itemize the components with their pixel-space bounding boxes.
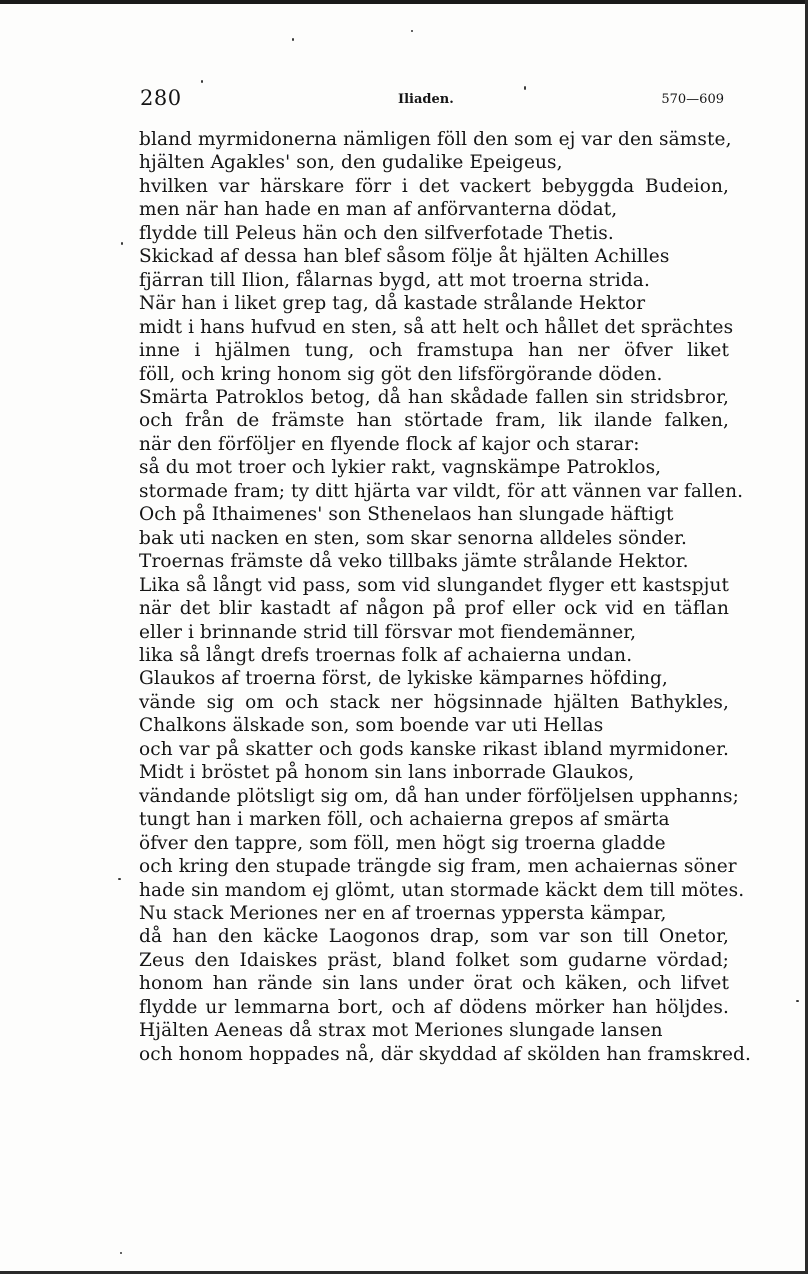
verse-line: Zeus den Idaiskes präst, bland folket som gudarne vördad;: [139, 949, 729, 971]
verse-line: stormade fram; ty ditt hjärta var vildt, för att vännen var fallen.: [139, 480, 744, 502]
verse-line: vändande plötsligt sig om, då han under förföljelsen upphanns;: [139, 785, 739, 807]
verse-line: midt i hans hufvud en sten, så att helt och hållet det sprächtes: [139, 316, 734, 338]
verse-line: hvilken var härskare förr i det vackert bebyggda Budeion,: [139, 175, 729, 197]
verse-line: öfver den tappre, som föll, men högt sig troerna gladde: [139, 832, 666, 854]
verse-line: Chalkons älskade son, som boende var uti Hellas: [139, 715, 604, 737]
verse-line: Midt i bröstet på honom sin lans inborrade Glaukos,: [139, 762, 635, 784]
verse-line: föll, och kring honom sig göt den lifsförgörande döden.: [139, 363, 663, 385]
verse-line: då han den käcke Laogonos drap, som var son till Onetor,: [139, 926, 729, 948]
verse-line: Glaukos af troerna först, de lykiske kämparnes höfding,: [139, 668, 668, 690]
verse-line: honom han rände sin lans under örat och käken, och lifvet: [139, 973, 729, 995]
verse-line: och kring den stupade trängde sig fram, men achaiernas söner: [139, 856, 737, 878]
verse-line: Skickad af dessa han blef såsom följe åt hjälten Achilles: [139, 246, 670, 268]
verse-line: och honom hoppades nå, där skyddad af skölden han framskred.: [139, 1043, 751, 1065]
verse-line: Nu stack Meriones ner en af troernas yppersta kämpar,: [139, 902, 667, 924]
scan-speck: [120, 1252, 122, 1254]
page-edge-top: [0, 0, 808, 4]
verse-line: Och på Ithaimenes' son Sthenelaos han slungade häftigt: [139, 504, 674, 526]
scan-speck: [121, 242, 123, 245]
verse-line: lika så långt drefs troernas folk af achaierna undan.: [139, 644, 633, 666]
verse-line: flydde ur lemmarna bort, och af dödens mörker han höljdes.: [139, 996, 729, 1018]
scan-speck: [292, 38, 294, 41]
verse-line: tungt han i marken föll, och achaierna grepos af smärta: [139, 809, 670, 831]
scan-speck: [796, 1000, 799, 1002]
verse-line: inne i hjälmen tung, och framstupa han ner öfver liket: [139, 340, 729, 362]
verse-line: eller i brinnande strid till försvar mot fiendemänner,: [139, 621, 637, 643]
poem-text: [139, 128, 751, 1066]
verse-line: Hjälten Aeneas då strax mot Meriones slungade lansen: [139, 1020, 663, 1042]
page-number: 280: [140, 86, 182, 110]
verse-line: så du mot troer och lykier rakt, vagnskämpe Patroklos,: [139, 457, 662, 479]
verse-line: hjälten Agakles' son, den gudalike Epeigeus,: [139, 152, 563, 174]
verse-line: fjärran till Ilion, fålarnas bygd, att mot troerna strida.: [139, 269, 650, 291]
verse-line: och från de främste han störtade fram, lik ilande falken,: [139, 410, 729, 432]
verse-line: när den förföljer en flyende flock af kajor och starar:: [139, 433, 640, 455]
verse-line: Lika så långt vid pass, som vid slungandet flyger ett kastspjut: [139, 574, 729, 596]
running-title: Iliaden.: [398, 92, 454, 107]
verse-line: vände sig om och stack ner högsinnade hjälten Bathykles,: [139, 691, 729, 713]
verse-line: När han i liket grep tag, då kastade strålande Hektor: [139, 293, 646, 315]
verse-line: flydde till Peleus hän och den silfverfotade Thetis.: [139, 222, 614, 244]
verse-line: bland myrmidonerna nämligen föll den som ej var den sämste,: [139, 129, 732, 150]
scan-speck: [524, 86, 526, 90]
scan-speck: [411, 30, 413, 32]
page-header: [140, 86, 724, 114]
verse-line: bak uti nacken en sten, som skar senorna alldeles sönder.: [139, 527, 687, 549]
verse-line: hade sin mandom ej glömt, utan stormade käckt dem till mötes.: [139, 879, 745, 901]
verse-line: Smärta Patroklos betog, då han skådade fallen sin stridsbror,: [139, 386, 729, 408]
scan-speck: [118, 878, 121, 880]
verse-line: men när han hade en man af anförvanterna dödat,: [139, 199, 618, 221]
verse-line: när det blir kastadt af någon på prof eller ock vid en täflan: [139, 598, 729, 620]
verse-line: Troernas främste då veko tillbaks jämte strålande Hektor.: [139, 551, 689, 573]
scan-speck: [201, 80, 203, 83]
verse-line-range: 570—609: [661, 92, 724, 107]
verse-line: och var på skatter och gods kanske rikast ibland myrmidoner.: [139, 738, 729, 760]
